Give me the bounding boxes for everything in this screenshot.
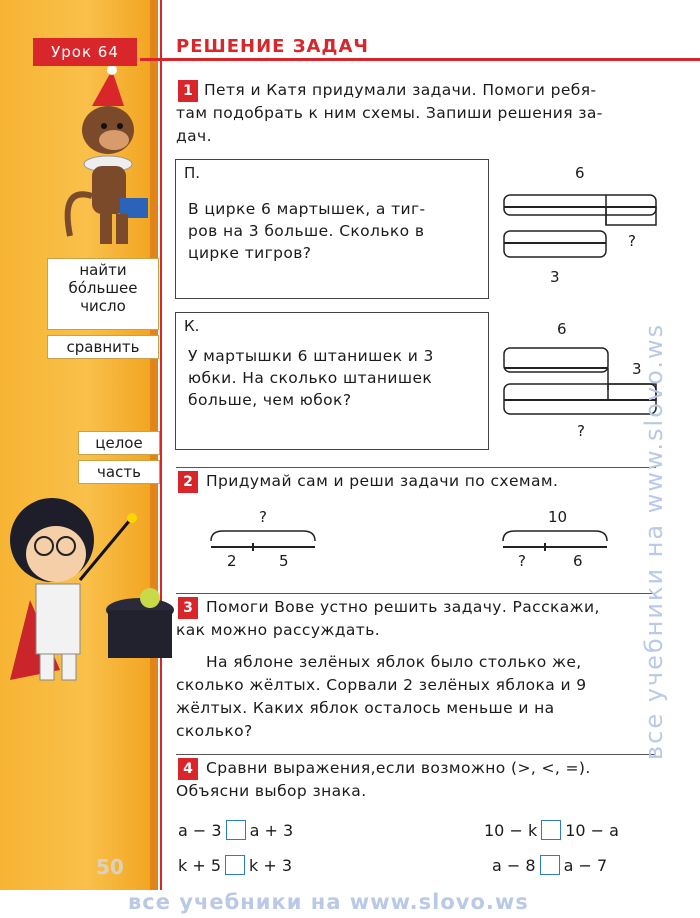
task1-number: 1: [178, 80, 198, 102]
diagram1-q: ?: [628, 232, 636, 250]
expr4-right: a − 7: [563, 856, 608, 875]
compare-row2-right: [492, 855, 607, 875]
scheme1-top: ?: [259, 508, 267, 526]
scheme1-b: 5: [279, 552, 289, 570]
task3-p1: На яблоне зелёных яблок было столько же,: [206, 653, 582, 671]
box-petya-label: П.: [184, 164, 201, 182]
label-part: часть: [78, 460, 160, 484]
box-katya-label: К.: [184, 317, 200, 335]
answer-square-4[interactable]: [540, 855, 560, 875]
watermark-vertical: все учебники на www.slovo.ws: [640, 322, 668, 760]
task3-p4: сколько?: [176, 722, 253, 740]
task1-line3: дач.: [176, 127, 212, 145]
task4-number: 4: [178, 758, 198, 780]
compare-row2-left: [178, 855, 292, 875]
answer-square-2[interactable]: [541, 820, 561, 840]
task3-p2: сколько жёлтых. Сорвали 2 зелёных яблока и 9: [176, 676, 587, 694]
expr1-right: a + 3: [249, 821, 294, 840]
monkey-illustration: [40, 66, 180, 256]
compare-row1-right: [484, 820, 619, 840]
scheme2-a: ?: [518, 552, 526, 570]
task4-line1: Сравни выражения,если возможно (>, <, =).: [206, 759, 591, 777]
label-find-greater: найти бо́льшее число: [47, 258, 159, 330]
answer-square-1[interactable]: [226, 820, 246, 840]
watermark-bottom: все учебники на www.slovo.ws: [128, 890, 529, 914]
task2-text: Придумай сам и реши задачи по схемам.: [206, 472, 559, 490]
answer-square-3[interactable]: [225, 855, 245, 875]
task1-line2: там подобрать к ним схемы. Запиши решения за-: [176, 104, 603, 122]
separator-3: [176, 593, 656, 594]
compare-row1-left: [178, 820, 293, 840]
scheme2-b: 6: [573, 552, 583, 570]
diagram1-top: 6: [575, 164, 585, 182]
separator-4: [176, 754, 656, 755]
task2-scheme2: [497, 525, 617, 555]
separator-2: [176, 467, 656, 468]
diagram2-top: 6: [557, 320, 567, 338]
task1-diagram1: [498, 185, 668, 265]
task3-number: 3: [178, 597, 198, 619]
diagram2-right: 3: [632, 360, 642, 378]
diagram2-q: ?: [577, 422, 585, 440]
expr4-left: a − 8: [492, 856, 536, 875]
label-compare: сравнить: [47, 335, 159, 359]
task3-line2: как можно рассуждать.: [176, 621, 381, 639]
box-katya-line1: У мартышки 6 штанишек и 3: [188, 347, 434, 365]
task4-line2: Объясни выбор знака.: [176, 782, 367, 800]
task1-box-katya: [175, 312, 489, 450]
task3-p3: жёлтых. Каких яблок осталось меньше и на: [176, 699, 555, 717]
expr3-right: k + 3: [249, 856, 293, 875]
box-katya-line2: юбки. На сколько штанишек: [188, 369, 433, 387]
box-petya-line2: ров на 3 больше. Сколько в: [188, 222, 425, 240]
expr1-left: a − 3: [178, 821, 222, 840]
expr2-right: 10 − a: [565, 821, 619, 840]
box-petya-line1: В цирке 6 мартышек, а тиг-: [188, 200, 426, 218]
task2-scheme1: [205, 525, 325, 555]
scheme1-a: 2: [227, 552, 237, 570]
task2-number: 2: [178, 471, 198, 493]
task1-box-petya: [175, 159, 489, 299]
box-petya-line3: цирке тигров?: [188, 244, 312, 262]
task3-line1: Помоги Вове устно решить задачу. Расскажи,: [206, 598, 600, 616]
expr2-left: 10 − k: [484, 821, 538, 840]
box-katya-line3: больше, чем юбок?: [188, 391, 352, 409]
diagram1-bottom: 3: [550, 268, 560, 286]
scheme2-top: 10: [548, 508, 568, 526]
page-number: 50: [96, 855, 124, 879]
lesson-badge: Урок 64: [33, 38, 137, 66]
task1-line1: Петя и Катя придумали задачи. Помоги ребя-: [204, 81, 597, 99]
page-title: РЕШЕНИЕ ЗАДАЧ: [176, 36, 369, 57]
expr3-left: k + 5: [178, 856, 222, 875]
title-underline: [140, 58, 700, 61]
magician-boy-illustration: [0, 480, 180, 700]
label-whole: целое: [78, 431, 160, 455]
